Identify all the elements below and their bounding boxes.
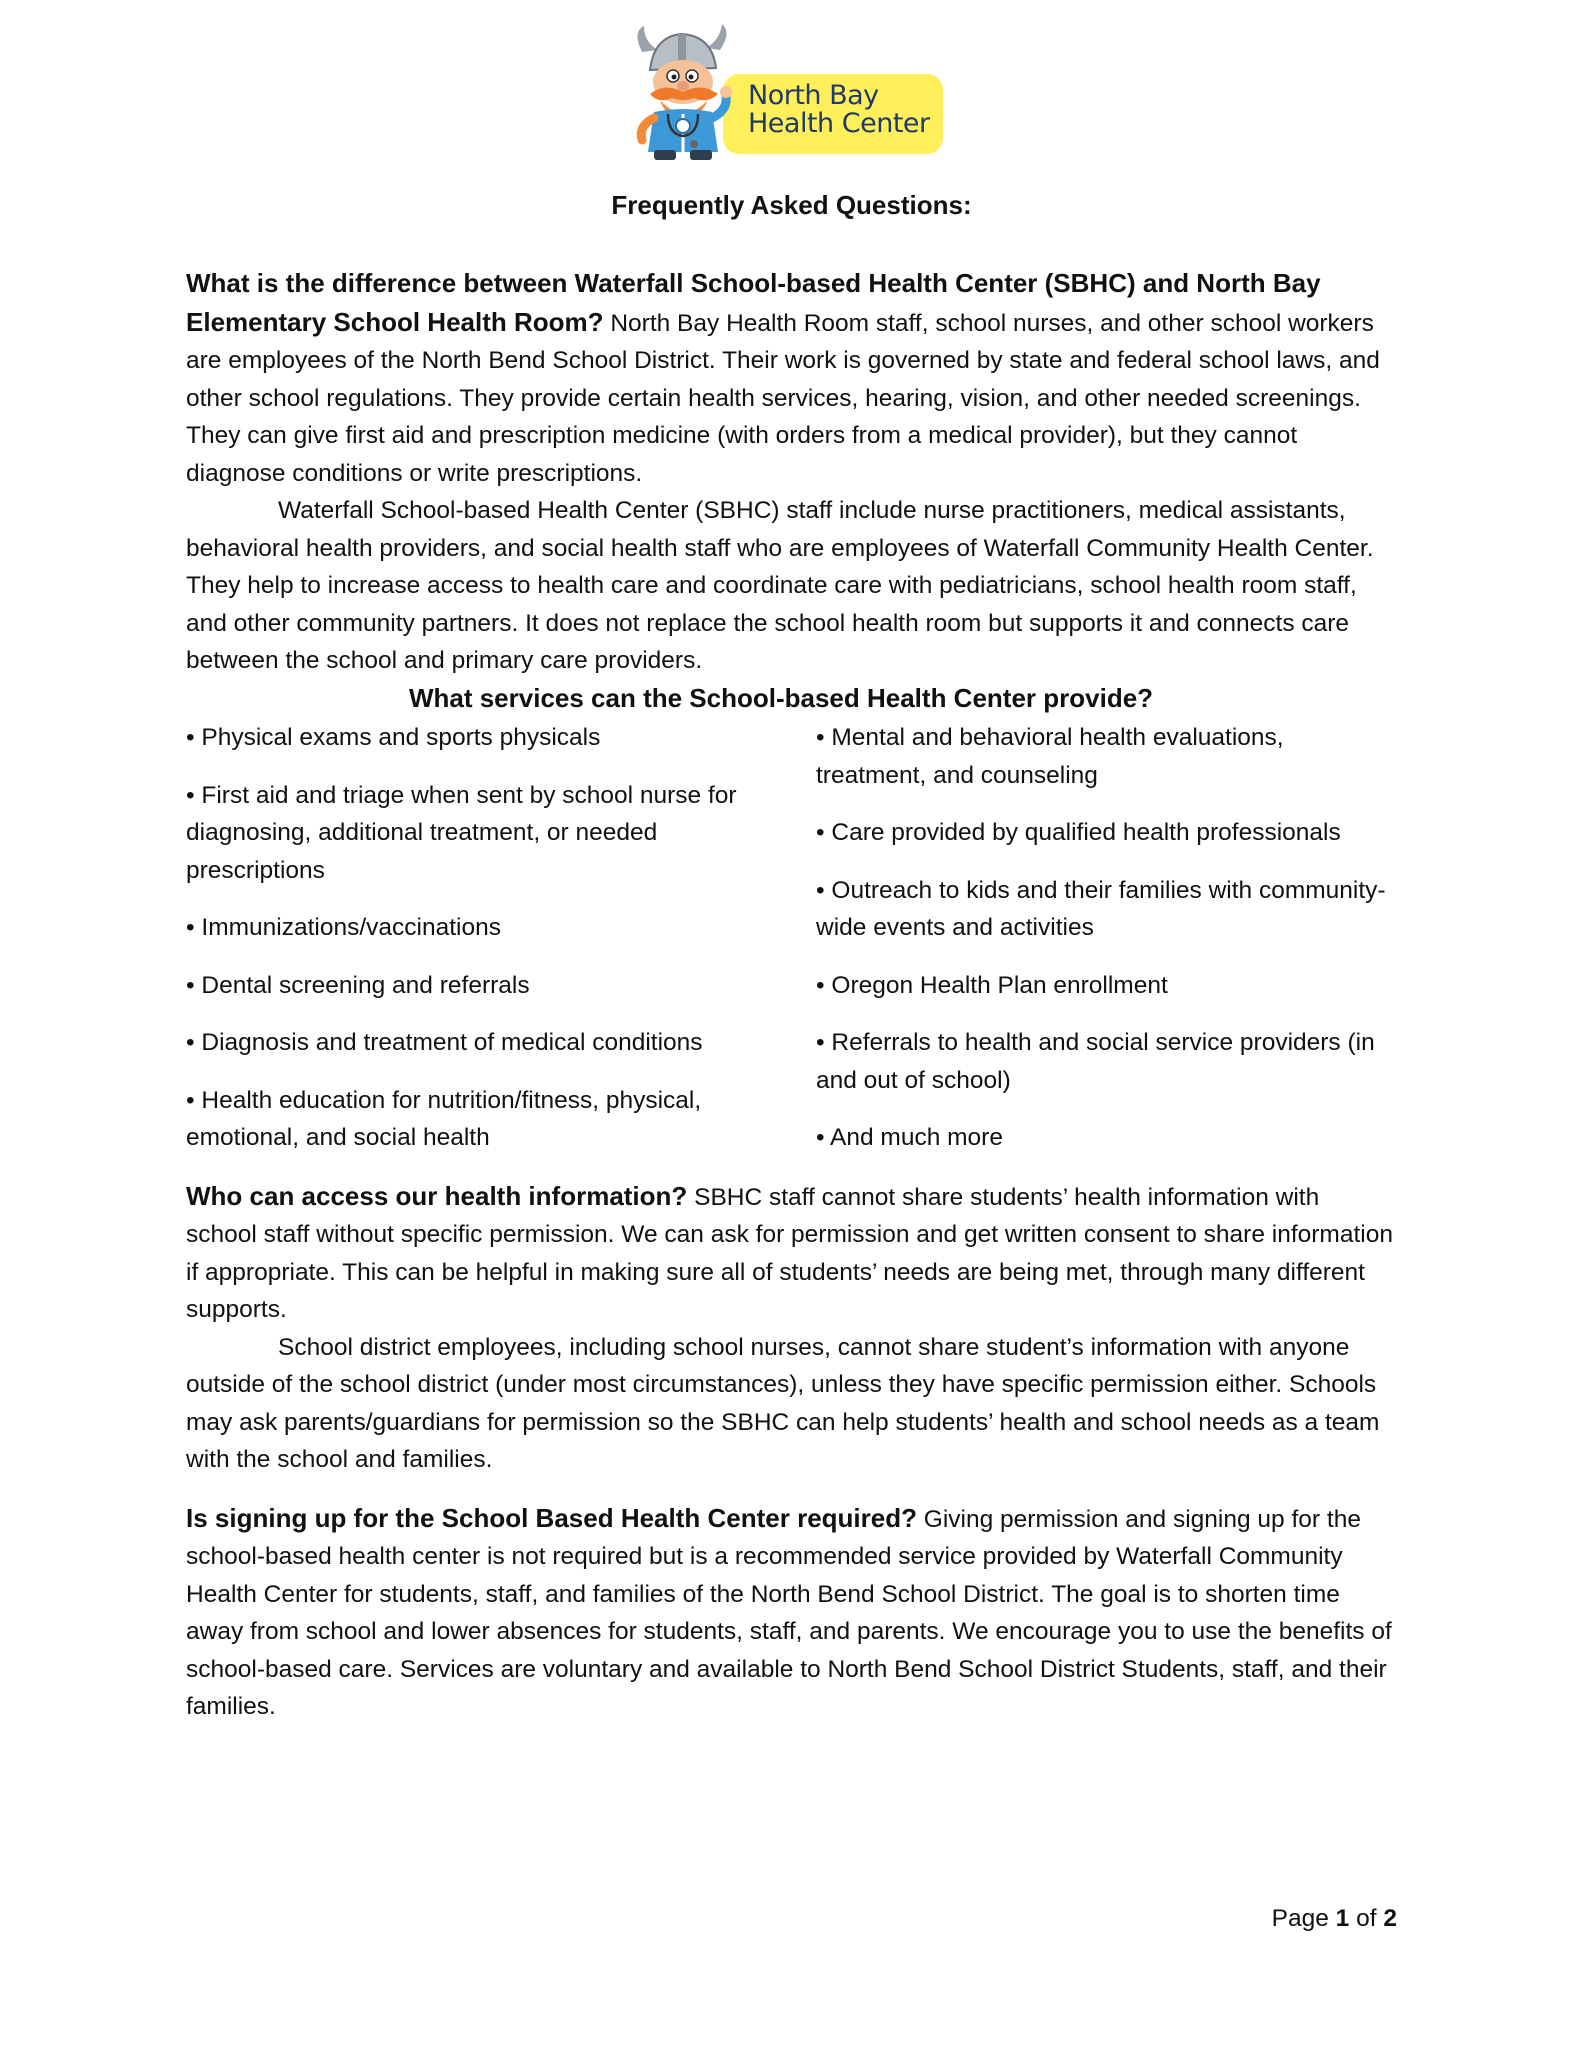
service-item: • Referrals to health and social service providers (in and out of school) [816, 1029, 1375, 1094]
service-item: • Dental screening and referrals [186, 971, 530, 999]
page-of-word: of [1349, 1905, 1384, 1932]
logo-wordmark [748, 82, 928, 138]
logo-line-1: North Bay [748, 80, 879, 111]
faq-q3-answer: Giving permission and signing up for the school-based health center is not required but is a recommended service provided by Waterfall Community Health Center for students, staff, and families of the North Bend School District. The goal is to shorten time away from school and lower absences for students, staff, and parents. We encourage you to use the benefits of school-based care. Services are voluntary and available to North Bend School District Students, staff, and their families. [186, 1505, 1392, 1720]
faq-q3-question: Is signing up for the School Based Health Center required? [186, 1502, 917, 1533]
services-left-column [186, 719, 786, 1157]
service-item: • Outreach to kids and their families with community-wide events and activities [816, 876, 1386, 941]
page-current: 1 [1335, 1905, 1350, 1932]
service-item: • Diagnosis and treatment of medical conditions [186, 1029, 703, 1056]
faq-q2-answer-1: SBHC staff cannot share students’ health information with school staff without specific permission. We can ask for permission and get written consent to share information if appropriate. This can be helpful in making sure all of students’ needs are being met, through many different supports. [186, 1183, 1393, 1323]
service-item: • Immunizations/vaccinations [186, 914, 501, 941]
services-list [186, 719, 1396, 1157]
service-item: • First aid and triage when sent by school nurse for diagnosing, additional treatment, or needed prescriptions [186, 781, 737, 884]
service-item: • Care provided by qualified health professionals [816, 819, 1341, 846]
faq-q2-paragraph [186, 1178, 1396, 1329]
page-title: Frequently Asked Questions: [611, 190, 972, 220]
faq-q1-answer-2: Waterfall School-based Health Center (SBHC) staff include nurse practitioners, medical assistants, behavioral health providers, and social health staff who are employees of Waterfall Community Health Center. They help to increase access to health care and coordinate care with pediatricians, school health room staff, and other community partners. It does not replace the school health room but supports it and connects care between the school and primary care providers. [186, 497, 1374, 674]
services-heading: What services can the School-based Health Center provide? [408, 682, 1154, 713]
page-number [1272, 1905, 1397, 1933]
page-word: Page [1271, 1905, 1336, 1932]
faq-q1-paragraph [186, 265, 1396, 492]
faq-q1-answer-1: North Bay Health Room staff, school nurses, and other school workers are employees of the North Bend School District. Their work is governed by state and federal school laws, and other school regulations. They provide certain health services, hearing, vision, and other needed screenings. They can give first aid and prescription medicine (with orders from a medical provider), but they cannot diagnose conditions or write prescriptions. [186, 309, 1380, 487]
services-right-column [816, 719, 1396, 1157]
faq-q2-question: Who can access our health information? [186, 1180, 688, 1211]
service-item: • Oregon Health Plan enrollment [816, 971, 1168, 999]
service-item: • Physical exams and sports physicals [186, 724, 601, 751]
faq-q2-answer-2: School district employees, including school nurses, cannot share student’s information with anyone outside of the school district (under most circumstances), unless they have specific permission either. Schools may ask parents/guardians for permission so the SBHC can help students’ health and school needs as a team with the school and families. [186, 1333, 1380, 1473]
faq-q3-paragraph [186, 1500, 1396, 1726]
service-item: • Health education for nutrition/fitness, physical, emotional, and social health [186, 1086, 702, 1151]
page-total: 2 [1383, 1905, 1397, 1932]
logo-line-2: Health Center [748, 108, 930, 139]
north-bay-health-center-logo [628, 22, 948, 162]
faq-content [186, 265, 1396, 1726]
service-item: • And much more [816, 1124, 1003, 1151]
service-item: • Mental and behavioral health evaluations, treatment, and counseling [816, 724, 1284, 789]
faq-q1-question: What is the difference between Waterfall School-based Health Center (SBHC) and North Bay Elementary School Health Room? [186, 268, 1321, 337]
